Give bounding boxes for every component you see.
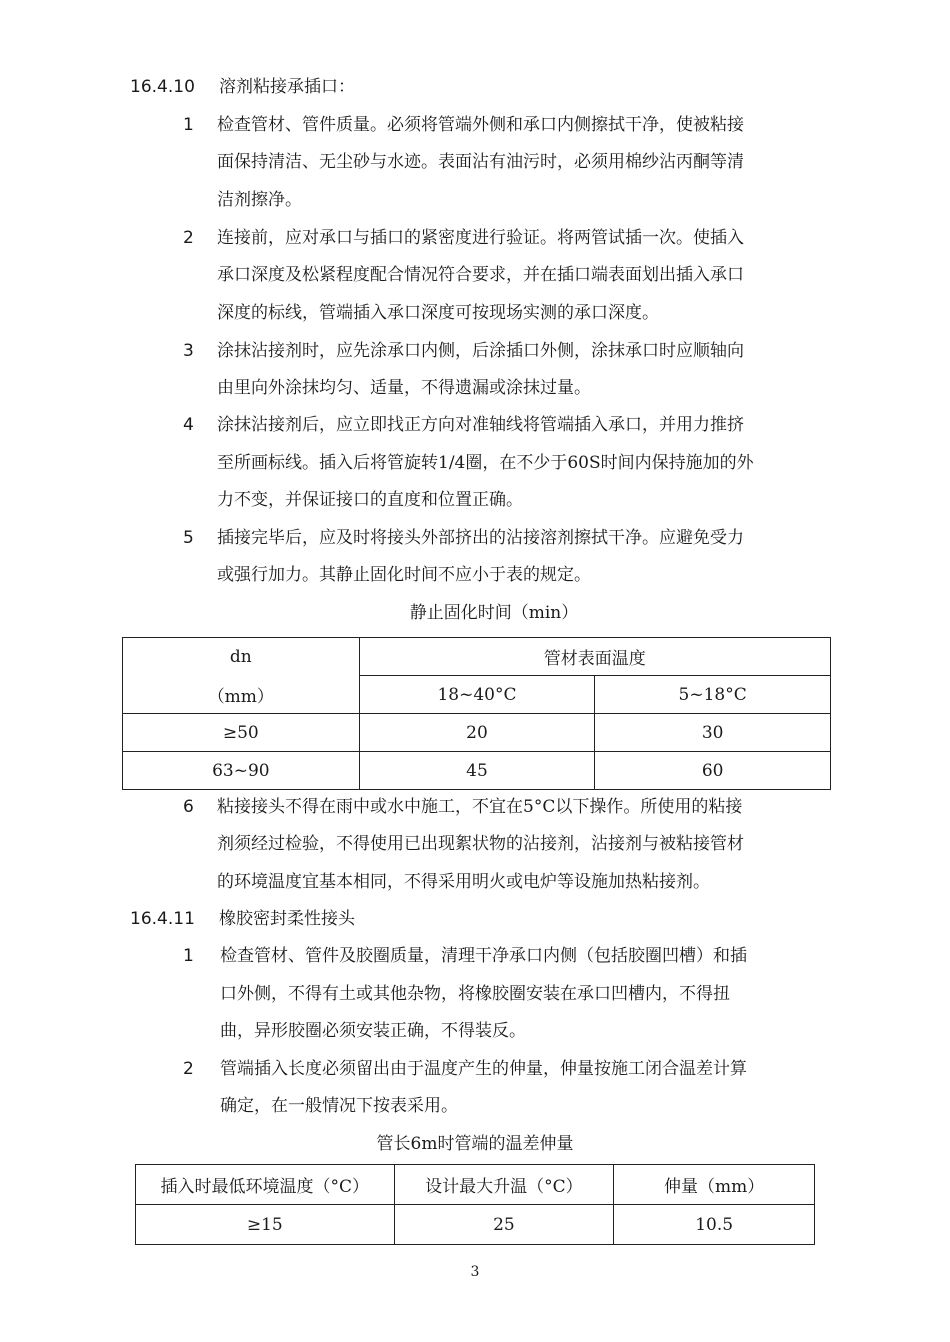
header-temp-range-2: 5~18°C <box>595 676 831 714</box>
table-row <box>136 1205 815 1245</box>
list-item-line: 确定，在一般情况下按表采用。 <box>220 1096 458 1116</box>
section-title: 溶剂粘接承插口： <box>219 77 355 97</box>
list-item-line: 洁剂擦净。 <box>217 190 302 210</box>
list-item-line: 至所画标线。插入后将管旋转1/4圈，在不少于60S时间内保持施加的外 <box>217 453 754 473</box>
table-caption: 管长6m时管端的温差伸量 <box>376 1134 574 1154</box>
table-cell: ≥50 <box>123 714 360 752</box>
section-title: 橡胶密封柔性接头 <box>219 909 355 929</box>
list-item-line: 涂抹沾接剂时，应先涂承口内侧，后涂插口外侧，涂抹承口时应顺轴向 <box>217 341 744 361</box>
table-cell: 10.5 <box>614 1205 815 1245</box>
list-item-number: 6 <box>183 797 194 817</box>
list-item-number: 2 <box>183 228 194 248</box>
table-cell: 30 <box>595 714 831 752</box>
header-unit: （mm） <box>123 676 360 714</box>
table-cell: 25 <box>394 1205 614 1245</box>
header-temp-range-1: 18~40°C <box>359 676 595 714</box>
list-item-number: 3 <box>183 341 194 361</box>
list-item-number: 4 <box>183 415 194 435</box>
table-cell: 20 <box>359 714 595 752</box>
list-item-line: 口外侧，不得有土或其他杂物，将橡胶圈安装在承口凹槽内，不得扭 <box>220 984 730 1004</box>
curing-time-table <box>122 637 831 790</box>
list-item-line: 插接完毕后，应及时将接头外部挤出的沾接溶剂擦拭干净。应避免受力 <box>217 528 744 548</box>
list-item-line: 的环境温度宜基本相同，不得采用明火或电炉等设施加热粘接剂。 <box>217 872 710 892</box>
list-item-number: 1 <box>183 115 194 135</box>
thermal-expansion-table <box>135 1164 815 1245</box>
header-max-temp-rise: 设计最大升温（°C） <box>394 1165 614 1205</box>
table-cell: 63~90 <box>123 752 360 790</box>
section-number: 16.4.10 <box>130 77 195 97</box>
table-caption: 静止固化时间（min） <box>409 603 579 623</box>
list-item-number: 1 <box>183 946 194 966</box>
table-row <box>123 752 831 790</box>
table-cell: ≥15 <box>136 1205 395 1245</box>
header-dn <box>123 638 360 676</box>
header-min-ambient-temp: 插入时最低环境温度（°C） <box>136 1165 395 1205</box>
header-dn-text: dn <box>229 646 252 667</box>
header-surface-temp: 管材表面温度 <box>359 638 830 676</box>
list-item-number: 2 <box>183 1059 194 1079</box>
list-item-line: 剂须经过检验，不得使用已出现絮状物的沾接剂，沾接剂与被粘接管材 <box>217 834 744 854</box>
page-number: 3 <box>470 1264 480 1280</box>
list-item-line: 粘接接头不得在雨中或水中施工，不宜在5°C以下操作。所使用的粘接 <box>217 797 743 817</box>
table-cell: 60 <box>595 752 831 790</box>
list-item-line: 承口深度及松紧程度配合情况符合要求，并在插口端表面划出插入承口 <box>217 265 744 285</box>
list-item-line: 由里向外涂抹均匀、适量，不得遗漏或涂抹过量。 <box>217 378 591 398</box>
list-item-line: 涂抹沾接剂后，应立即找正方向对准轴线将管端插入承口，并用力推挤 <box>217 415 744 435</box>
list-item-line: 或强行加力。其静止固化时间不应小于表的规定。 <box>217 565 591 585</box>
table-row <box>123 714 831 752</box>
list-item-line: 深度的标线，管端插入承口深度可按现场实测的承口深度。 <box>217 303 659 323</box>
list-item-line: 曲，异形胶圈必须安装正确，不得装反。 <box>220 1021 526 1041</box>
list-item-number: 5 <box>183 528 194 548</box>
section-number: 16.4.11 <box>130 909 195 929</box>
list-item-line: 检查管材、管件及胶圈质量，清理干净承口内侧（包括胶圈凹槽）和插 <box>220 946 747 966</box>
table-cell: 45 <box>359 752 595 790</box>
list-item-line: 检查管材、管件质量。必须将管端外侧和承口内侧擦拭干净，使被粘接 <box>217 115 744 135</box>
list-item-line: 管端插入长度必须留出由于温度产生的伸量，伸量按施工闭合温差计算 <box>220 1059 747 1079</box>
list-item-line: 力不变，并保证接口的直度和位置正确。 <box>217 490 523 510</box>
header-expansion: 伸量（mm） <box>614 1165 815 1205</box>
list-item-line: 连接前，应对承口与插口的紧密度进行验证。将两管试插一次。使插入 <box>217 228 744 248</box>
list-item-line: 面保持清洁、无尘砂与水迹。表面沾有油污时，必须用棉纱沾丙酮等清 <box>217 152 744 172</box>
